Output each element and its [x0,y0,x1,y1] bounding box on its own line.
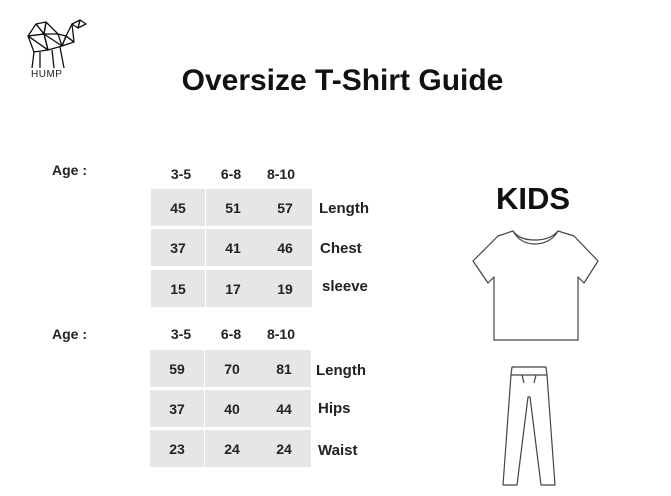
row-label: sleeve [322,278,368,295]
table-cell: 15 [151,270,205,307]
table-cell: 45 [151,189,205,226]
age-label: Age : [52,326,87,342]
row-label: Waist [318,442,358,459]
table-cell: 19 [258,270,312,307]
table-cell: 46 [258,229,312,266]
table-cell: 17 [206,270,260,307]
page-title: Oversize T-Shirt Guide [181,64,504,97]
row-label: Hips [318,400,351,417]
table-cell: 70 [205,350,259,387]
age-group-header: 6-8 [220,326,242,342]
table-cell: 81 [257,350,311,387]
table-cell: 23 [150,430,204,467]
tshirt-icon [468,226,602,344]
table-cell: 51 [206,189,260,226]
category-label: KIDS [496,181,571,216]
table-cell: 24 [205,430,259,467]
pants-icon [500,363,558,491]
age-group-header: 3-5 [170,166,192,182]
age-group-header: 6-8 [220,166,242,182]
age-group-header: 8-10 [266,326,296,342]
table-cell: 37 [151,229,205,266]
age-group-header: 8-10 [266,166,296,182]
row-label: Chest [320,240,362,257]
table-cell: 24 [257,430,311,467]
table-cell: 40 [205,390,259,427]
table-cell: 44 [257,390,311,427]
table-cell: 41 [206,229,260,266]
table-cell: 37 [150,390,204,427]
row-label: Length [316,362,366,379]
row-label: Length [319,200,369,217]
age-group-header: 3-5 [170,326,192,342]
brand-name: HUMP [31,69,63,80]
table-cell: 57 [258,189,312,226]
age-label: Age : [52,162,87,178]
table-cell: 59 [150,350,204,387]
